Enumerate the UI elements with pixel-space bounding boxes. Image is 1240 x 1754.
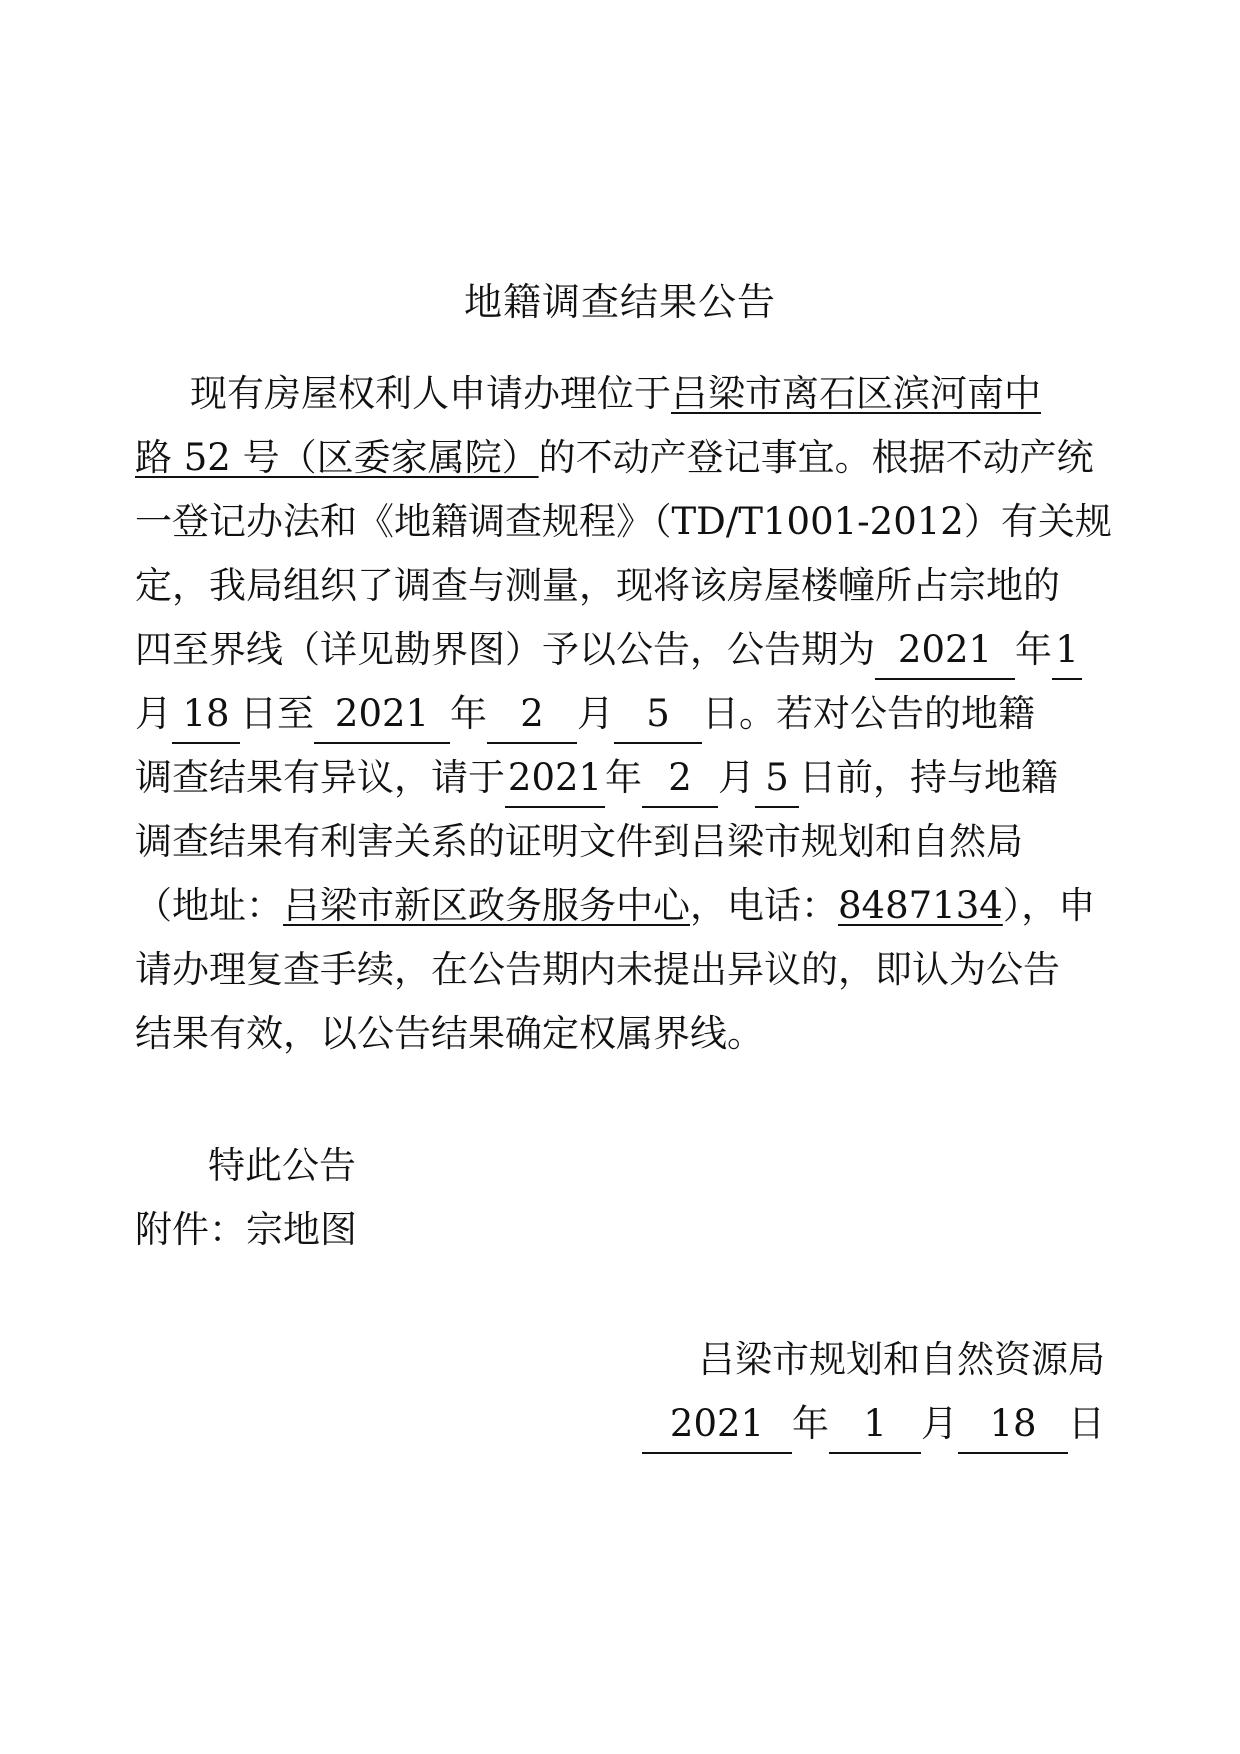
attachment-note: 附件：宗地图 [135, 1208, 357, 1251]
text-segment: 日至 [240, 692, 314, 735]
text-segment: 年 [450, 692, 487, 735]
issuing-authority: 吕梁市规划和自然资源局 [698, 1338, 1105, 1381]
body-line-3: 一登记办法和《地籍调查规程》（TD/T1001-2012）有关规 [135, 500, 1112, 543]
closing-remark: 特此公告 [208, 1144, 356, 1187]
issue-date-day: 18 [958, 1396, 1068, 1454]
page-title: 地籍调查结果公告 [463, 280, 776, 324]
period-start-day: 18 [172, 686, 240, 744]
text-segment: 日 [1068, 1402, 1105, 1445]
period-start-year: 2021 [875, 622, 1015, 680]
text-segment: 四至界线（详见勘界图）予以公告，公告期为 [135, 628, 875, 671]
issue-date-year: 2021 [642, 1396, 792, 1454]
body-line-6 [135, 682, 1035, 746]
issue-date [642, 1392, 1105, 1456]
text-segment: 年 [1015, 628, 1052, 671]
text-segment: ），申 [1002, 884, 1096, 927]
office-address: 吕梁市新区政务服务中心 [283, 884, 690, 927]
body-line-4: 定，我局组织了调查与测量，现将该房屋楼幢所占宗地的 [135, 564, 1060, 607]
phone-number: 8487134 [838, 884, 1003, 927]
body-line-11: 结果有效，以公告结果确定权属界线。 [135, 1012, 764, 1055]
issue-date-month: 1 [829, 1396, 921, 1454]
period-end-day: 5 [614, 686, 702, 744]
body-line-9 [135, 874, 1095, 938]
objection-deadline-month: 2 [642, 750, 718, 808]
period-end-year: 2021 [314, 686, 450, 744]
text-segment: 月 [921, 1402, 958, 1445]
text-segment: 日前，持与地籍 [799, 756, 1058, 799]
text-segment: （地址： [135, 884, 283, 927]
body-line-2 [135, 426, 1094, 490]
period-start-month: 1 [1052, 622, 1082, 680]
objection-deadline-year: 2021 [505, 750, 605, 808]
objection-deadline-day: 5 [755, 750, 799, 808]
body-line-10: 请办理复查手续，在公告期内未提出异议的，即认为公告 [135, 948, 1060, 991]
text-segment: 年 [605, 756, 642, 799]
text-segment: 现有房屋权利人申请办理位于 [190, 372, 671, 415]
text-segment: 月 [718, 756, 755, 799]
text-segment: 年 [792, 1402, 829, 1445]
body-line-5 [135, 618, 1082, 682]
body-line-8: 调查结果有利害关系的证明文件到吕梁市规划和自然局 [135, 820, 1023, 863]
text-segment: 日。若对公告的地籍 [702, 692, 1035, 735]
period-end-month: 2 [487, 686, 577, 744]
body-line-1 [190, 362, 1041, 426]
property-address-continued: 路 52 号（区委家属院） [135, 436, 539, 479]
text-segment: ，电话： [690, 884, 838, 927]
text-segment: 的不动产登记事宜。根据不动产统 [538, 436, 1094, 479]
text-segment: 月 [577, 692, 614, 735]
body-line-7 [135, 746, 1058, 810]
text-segment: 月 [135, 692, 172, 735]
text-segment: 调查结果有异议，请于 [135, 756, 505, 799]
property-address: 吕梁市离石区滨河南中 [671, 372, 1041, 415]
